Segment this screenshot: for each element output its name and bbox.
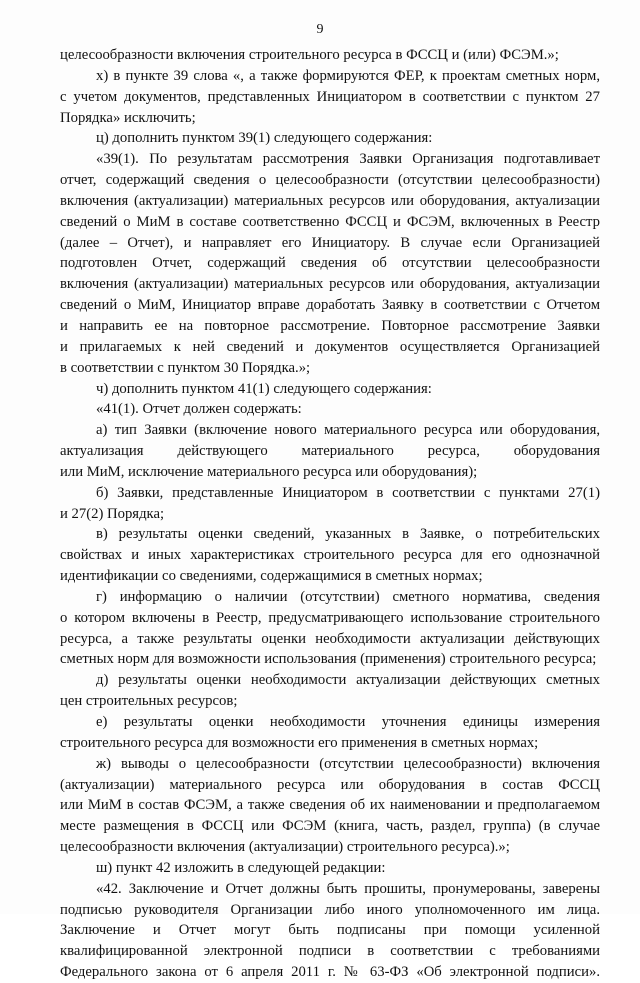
text-line: свойствах и иных характеристиках строительного ресурса для его однозначной [60, 547, 600, 564]
text-line: «39(1). По результатам рассмотрения Заявки Организация подготавливает [96, 151, 600, 168]
text-line: в соответствии с пунктом 30 Порядка.»; [60, 359, 311, 376]
text-line: ч) дополнить пунктом 41(1) следующего содержания: [96, 380, 432, 397]
text-line: г) информацию о наличии (отсутствии) сметного норматива, сведения [96, 588, 600, 605]
text-line: д) результаты оценки необходимости актуализации действующих сметных [96, 672, 600, 689]
text-line: подписью руководителя Организации либо иного уполномоченного им лица. [60, 901, 600, 918]
text-line: или МиМ, исключение материального ресурса или оборудования); [60, 463, 478, 480]
text-line: «41(1). Отчет должен содержать: [96, 401, 302, 418]
text-line: целесообразности включения строительного ресурса в ФССЦ и (или) ФСЭМ.»; [60, 47, 559, 63]
text-line: Федерального закона от 6 апреля 2011 г. № 63-ФЗ «Об электронной подписи». [60, 964, 600, 981]
text-line: цен строительных ресурсов; [60, 693, 238, 710]
text-line: строительного ресурса для возможности его применения в сметных нормах; [60, 734, 539, 751]
text-line: и 27(2) Порядка; [60, 505, 165, 522]
text-line: ш) пункт 42 изложить в следующей редакции: [96, 859, 386, 876]
body-text [60, 45, 600, 983]
text-line: квалифицированной электронной подписи в соответствии с требованиями [60, 943, 600, 960]
text-line: месте размещения в ФССЦ или ФСЭМ (книга, часть, раздел, группа) (в случае [60, 818, 600, 835]
text-line: с учетом документов, представленных Инициатором в соответствии с пунктом 27 [60, 88, 600, 105]
text-line: Заключение и Отчет могут быть подписаны при помощи усиленной [60, 922, 600, 939]
text-line: ж) выводы о целесообразности (отсутствии целесообразности) включения [96, 755, 600, 772]
text-line: ресурса, а также результаты оценки необходимости актуализации действующих [60, 630, 600, 647]
text-line: (актуализации) материального ресурса или оборудования в состав ФССЦ [60, 776, 600, 793]
text-line: включения (актуализации) материальных ресурсов или оборудования, актуализации [60, 276, 600, 293]
text-line: или МиМ в состав ФСЭМ, а также сведения об их наименовании и предполагаемом [60, 797, 600, 814]
text-line: Порядка» исключить; [60, 109, 196, 126]
text-line: б) Заявки, представленные Инициатором в соответствии с пунктами 27(1) [96, 484, 600, 501]
text-line: а) тип Заявки (включение нового материального ресурса или оборудования, [96, 422, 600, 439]
text-line: х) в пункте 39 слова «, а также формируются ФЕР, к проектам сметных норм, [96, 67, 600, 84]
text-line: (далее – Отчет), и направляет его Инициатору. В случае если Организацией [60, 234, 600, 251]
text-line: сметных норм для возможности использования (применения) строительного ресурса; [60, 651, 597, 668]
text-line: о котором включены в Реестр, предусматривающего использование строительного [60, 609, 600, 626]
text-line: «42. Заключение и Отчет должны быть прошиты, пронумерованы, заверены [96, 880, 600, 897]
text-line: сведений о МиМ, Инициатор вправе доработать Заявку в соответствии с Отчетом [60, 297, 600, 314]
text-line: сведений о МиМ в составе соответственно ФССЦ и ФСЭМ, включенных в Реестр [60, 213, 600, 230]
text-line: идентификации со сведениями, содержащимися в сметных нормах; [60, 568, 483, 585]
text-line: ц) дополнить пунктом 39(1) следующего содержания: [96, 130, 433, 147]
page-number: 9 [316, 22, 324, 37]
text-line: и направить ее на повторное рассмотрение. Повторное рассмотрение Заявки [60, 317, 600, 334]
text-line: и прилагаемых к ней сведений и документов осуществляется Организацией [60, 338, 600, 355]
text-line: актуализация действующего материального ресурса, оборудования [60, 443, 600, 460]
text-line: е) результаты оценки необходимости уточнения единицы измерения [96, 714, 600, 730]
text-line: целесообразности включения (актуализации) строительного ресурса).»; [60, 839, 510, 856]
text-line: отчет, содержащий сведения о целесообразности (отсутствии целесообразности) [60, 172, 600, 189]
text-line: подготовлен Отчет, содержащий сведения об отсутствии целесообразности [60, 255, 600, 272]
text-line: включения (актуализации) материальных ресурсов или оборудования, актуализации [60, 192, 600, 209]
text-line: в) результаты оценки сведений, указанных в Заявке, о потребительских [96, 526, 600, 543]
